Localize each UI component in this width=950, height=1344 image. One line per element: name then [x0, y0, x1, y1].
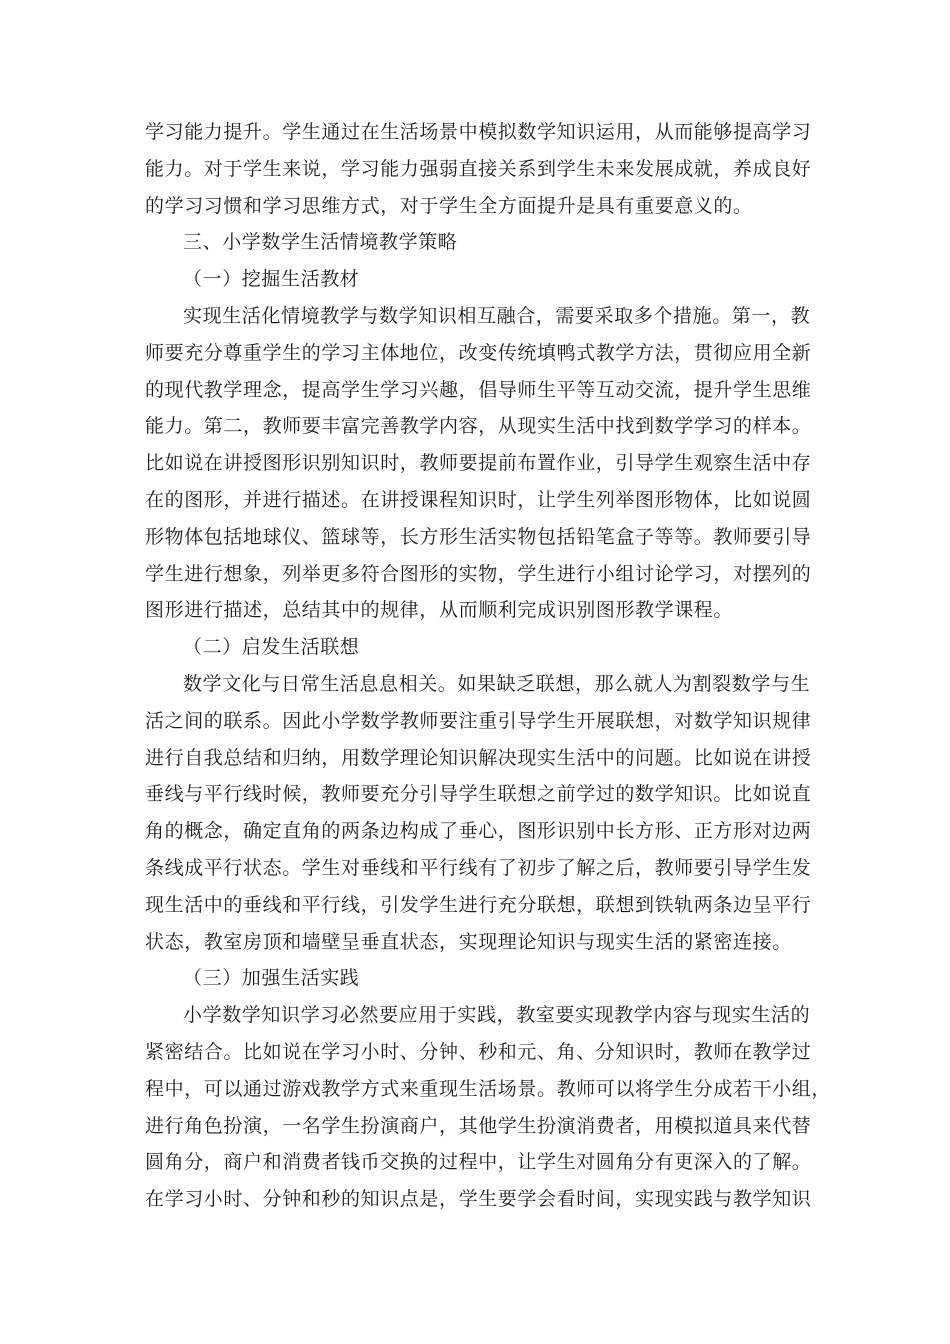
paragraph-line: 的学习习惯和学习思维方式，对于学生全方面提升是具有重要意义的。 [145, 194, 753, 217]
paragraph-line: 学生进行想象，列举更多符合图形的实物，学生进行小组讨论学习，对摆列的 [145, 562, 812, 585]
paragraph-line: 活之间的联系。因此小学数学教师要注重引导学生开展联想，对数学知识规律 [145, 709, 812, 732]
paragraph-line: 数学文化与日常生活息息相关。如果缺乏联想，那么就人为割裂数学与生 [183, 672, 811, 695]
paragraph-line: 进行角色扮演，一名学生扮演商户，其他学生扮演消费者，用模拟道具来代替 [145, 1114, 812, 1137]
paragraph-line: 在学习小时、分钟和秒的知识点是，学生要学会看时间，实现实践与教学知识 [145, 1188, 812, 1211]
section-heading: 三、小学数学生活情境教学策略 [183, 231, 458, 254]
subsection-heading: （三）加强生活实践 [183, 967, 360, 990]
paragraph-line: 小学数学知识学习必然要应用于实践，教室要实现教学内容与现实生活的 [183, 1004, 811, 1027]
paragraph-line: 紧密结合。比如说在学习小时、分钟、秒和元、角、分知识时，教师在教学过 [145, 1040, 812, 1063]
paragraph-line: 师要充分尊重学生的学习主体地位，改变传统填鸭式教学方法，贯彻应用全新 [145, 341, 812, 364]
paragraph-line: 图形进行描述，总结其中的规律，从而顺利完成识别图形教学课程。 [145, 599, 734, 622]
paragraph-line: 状态，教室房顶和墙壁呈垂直状态，实现理论知识与现实生活的紧密连接。 [145, 930, 792, 953]
paragraph-line: 实现生活化情境教学与数学知识相互融合，需要采取多个措施。第一，教 [183, 304, 811, 327]
paragraph-line: 在的图形，并进行描述。在讲授课程知识时，让学生列举图形物体，比如说圆 [145, 488, 812, 511]
paragraph-line: 垂线与平行线时候，教师要充分引导学生联想之前学过的数学知识。比如说直 [145, 783, 812, 806]
paragraph-line: 比如说在讲授图形识别知识时，教师要提前布置作业，引导学生观察生活中存 [145, 452, 812, 475]
paragraph-line: 的现代教学理念，提高学生学习兴趣，倡导师生平等互动交流，提升学生思维 [145, 378, 812, 401]
subsection-heading: （一）挖掘生活教材 [183, 268, 360, 291]
paragraph-line: 形物体包括地球仪、篮球等，长方形生活实物包括铅笔盒子等等。教师要引导 [145, 525, 812, 548]
paragraph-line: 现生活中的垂线和平行线，引发学生进行充分联想，联想到铁轨两条边呈平行 [145, 893, 812, 916]
paragraph-line: 程中，可以通过游戏教学方式来重现生活场景。教师可以将学生分成若干小组， [145, 1077, 832, 1100]
paragraph-line: 能力。第二，教师要丰富完善教学内容，从现实生活中找到数学学习的样本。 [145, 415, 812, 438]
paragraph-line: 圆角分，商户和消费者钱币交换的过程中，让学生对圆角分有更深入的了解。 [145, 1151, 812, 1174]
paragraph-line: 进行自我总结和归纳，用数学理论知识解决现实生活中的问题。比如说在讲授 [145, 746, 812, 769]
paragraph-line: 条线成平行状态。学生对垂线和平行线有了初步了解之后，教师要引导学生发 [145, 856, 812, 879]
subsection-heading: （二）启发生活联想 [183, 636, 360, 659]
document-body [145, 114, 832, 1218]
paragraph-line: 能力。对于学生来说，学习能力强弱直接关系到学生未来发展成就，养成良好 [145, 157, 812, 180]
paragraph-line: 学习能力提升。学生通过在生活场景中模拟数学知识运用，从而能够提高学习 [145, 121, 812, 143]
paragraph-line: 角的概念，确定直角的两条边构成了垂心，图形识别中长方形、正方形对边两 [145, 820, 812, 843]
